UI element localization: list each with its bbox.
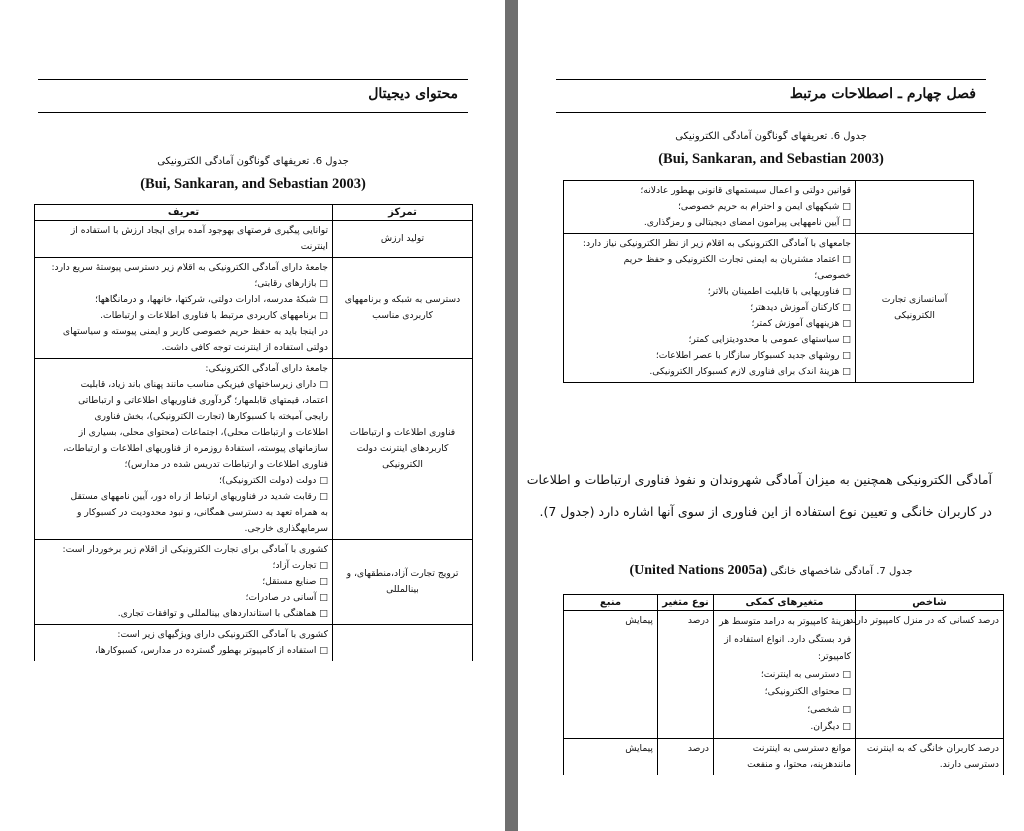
definition-line: □ شبکهٔ مدرسه، ادارات دولتی، شرکتها، خانهها، و درمانگاهها؛ [95, 294, 328, 305]
row-focus: فناوری اطلاعات و ارتباطات کاربردهای اینترنت دولت الکترونیکی [333, 359, 473, 540]
row-focus: آسانسازی تجارت الکترونیکی [856, 234, 974, 383]
table-row [35, 258, 473, 359]
definition-line: اطلاعات و ارتباطات محلی)، اجتماعات (محتوای محلی، بسیاری از [78, 427, 328, 438]
column-header-indicator: شاخص [856, 595, 1004, 611]
definition-line: □ استفاده از کامپیوتر بهطور گسترده در مدارس، کسبوکارها، [95, 645, 328, 656]
aux-line: □ دسترسی به اینترنت؛ [760, 668, 851, 680]
table6-caption: جدول 6. تعریفهای گوناگون آمادگی الکترونیکی [157, 156, 349, 167]
page-gutter [505, 0, 518, 831]
column-header-aux: متغیرهای کمکی [714, 595, 856, 611]
definition-line: □ دولت (دولت الکترونیکی)؛ [219, 475, 328, 486]
definition-line: □ بازارهای رقابتی؛ [254, 278, 328, 289]
row-focus [333, 625, 473, 662]
definition-line: □ روشهای جدید کسبوکار سازگار با عصر اطلاعات؛ [655, 350, 851, 361]
aux-line: هزینهٔ کامپیوتر به درامد متوسط هر [719, 616, 851, 627]
definition-line: اعتماد، قیمتهای قابلمهار؛ گردآوری فناوریهای اطلاعاتی و ارتباطاتی [78, 395, 328, 406]
aux-line: موانع دسترسی به اینترنت [752, 742, 851, 754]
indicator-line: درصد کاربران خانگی که به اینترنت [866, 742, 999, 754]
table-row [35, 359, 473, 540]
definition-line: □ شبکههای ایمن و احترام به حریم خصوصی؛ [678, 201, 851, 212]
indicator-line: دسترسی دارند. [939, 758, 999, 770]
definition-line: □ برنامههای کاربردی مرتبط با فناوری اطلاعات و ارتباطات. [100, 310, 328, 321]
definition-line: در اینجا باید به حفظ حریم خصوصی کاربر و ایمنی پیوسته و سیاستهای [62, 326, 328, 337]
definition-line: □ اعتماد مشتریان به ایمنی تجارت الکترونیکی و حفظ حریم [623, 254, 851, 265]
table-row [564, 611, 1004, 739]
table6-continued [563, 180, 974, 383]
definition-line: خصوصی؛ [814, 270, 851, 281]
source-cell: پیمایش [564, 611, 658, 739]
definition-line: □ آیین نامههایی پیرامون امضای دیجیتالی و رمزگذاری. [643, 217, 851, 228]
definition-line: □ سیاستهای عمومی با محدودیتزایی کمتر؛ [688, 334, 851, 345]
table6-left [34, 204, 473, 661]
paragraph-line: در کاربران خانگی و تعیین نوع استفاده از این فناوری از سوی آنها اشاره دارد (جدول 7). [539, 504, 992, 519]
aux-line: کامپیوتر: [817, 651, 851, 662]
definition-line: □ آسانی در صادرات؛ [245, 592, 328, 603]
table7-header-row [564, 595, 1004, 611]
column-header-source: منبع [564, 595, 658, 611]
definition-line: به همراه تعهد به دسترسی همگانی، و نبود محدودیت در کسبوکار و [77, 507, 328, 518]
definition-line: کشوری با آمادگی برای تجارت الکترونیکی از اقلام زیر برخوردار است: [62, 544, 328, 555]
row-focus: دسترسی به شبکه و برنامههای کاربردی مناسب [333, 258, 473, 359]
definition-line: □ کارکنان آموزش دیدهتر؛ [750, 302, 851, 313]
definition-line: □ هماهنگی با استانداردهای بینالمللی و توافقات تجاری. [117, 608, 328, 619]
table-row [564, 738, 1004, 775]
right-page-header: فصل چهارم ـ اصطلاحات مرتبط [556, 79, 986, 113]
row-focus: ترویج تجارت آزاد،منطقهای، و بینالمللی [333, 540, 473, 625]
row-definition [564, 181, 856, 234]
table6-continued-caption: جدول 6. تعریفهای گوناگون آمادگی الکترونیکی [675, 131, 867, 142]
type-cell: درصد [658, 611, 714, 739]
definition-line: توانایی پیگیری فرصتهای بهوجود آمده برای ایجاد ارزش با استفاده از [70, 225, 328, 236]
indicator-line: درصد کسانی که در منزل کامپیوتر دارند. [846, 615, 999, 626]
row-definition [35, 359, 333, 540]
definition-line: فناوری اطلاعات و ارتباطات تدریس شده در مدارس)؛ [124, 459, 328, 470]
row-focus: تولید ارزش [333, 221, 473, 258]
row-definition [564, 234, 856, 383]
definition-line: □ دارای زیرساختهای فیزیکی مناسب مانند پهنای باند زیاد، قابلیت [80, 379, 328, 390]
definition-line: □ فناوریهایی با قابلیت اطمینان بالاتر؛ [707, 286, 851, 297]
table6-continued-caption-source: (Bui, Sankaran, and Sebastian 2003) [658, 151, 884, 167]
aux-line: □ دیگران. [810, 721, 851, 732]
definition-line: جامعهٔ دارای آمادگی الکترونیکی به اقلام زیر دسترسی پیوستهٔ سریع دارد: [51, 262, 328, 273]
table7-caption-source: (United Nations 2005a) [629, 563, 768, 578]
definition-line: جامعهای با آمادگی الکترونیکی به اقلام زیر از نظر الکترونیکی نیاز دارد: [582, 238, 851, 249]
left-page [0, 0, 505, 831]
definition-line: □ هزینههای آموزش کمتر؛ [751, 318, 851, 329]
definition-line: دولتی استفاده از اینترنت توجه کافی داشت. [161, 342, 328, 353]
type-cell: درصد [658, 738, 714, 775]
aux-cell [714, 611, 856, 739]
table-row [564, 234, 974, 383]
definition-line: □ رقابت شدید در فناوریهای ارتباط از راه دور، آیین نامههای مستقل [70, 491, 328, 502]
row-definition [35, 625, 333, 662]
definition-line: رایجی آمیخته با کسبوکارها (تجارت الکترونیکی)، بخش فناوری [94, 411, 328, 422]
source-cell: پیمایش [564, 738, 658, 775]
right-page [518, 0, 1024, 831]
aux-cell [714, 738, 856, 775]
column-header-type: نوع متغیر [658, 595, 714, 611]
column-header-definition: تعریف [35, 205, 333, 221]
table-row [35, 540, 473, 625]
table6-caption-source: (Bui, Sankaran, and Sebastian 2003) [140, 176, 366, 192]
row-definition [35, 258, 333, 359]
aux-line: □ محتوای الکترونیکی؛ [764, 686, 851, 697]
column-header-focus: تمرکز [333, 205, 473, 221]
table7 [563, 594, 1004, 775]
definition-line: □ تجارت آزاد؛ [272, 560, 328, 571]
left-page-header: محتوای دیجیتال [38, 79, 468, 113]
definition-line: سازمانهای پیوسته، استفادهٔ روزمره از فناوریهای اطلاعات و ارتباطات، [63, 443, 328, 454]
definition-line: جامعهٔ دارای آمادگی الکترونیکی: [205, 363, 328, 374]
row-focus [856, 181, 974, 234]
table-row [35, 625, 473, 662]
indicator-cell [846, 611, 1004, 739]
table7-caption-title: جدول 7. آمادگی شاخصهای خانگی [770, 566, 913, 577]
definition-line: سرمایهگذاری خارجی. [244, 523, 328, 534]
row-definition [35, 540, 333, 625]
definition-line: □ صنایع مستقل؛ [262, 576, 328, 587]
aux-line: □ شخصی؛ [807, 703, 851, 715]
table-row [35, 221, 473, 258]
row-definition [35, 221, 333, 258]
aux-line: فرد بستگی دارد. انواع استفاده از [724, 633, 851, 645]
paragraph-line: آمادگی الکترونیکی همچنین به میزان آمادگی شهروندان و نفوذ فناوری ارتباطات و اطلاعات [526, 472, 992, 487]
definition-line: کشوری با آمادگی الکترونیکی دارای ویژگیهای زیر است: [117, 629, 328, 640]
table-row [564, 181, 974, 234]
table7-caption [556, 563, 986, 579]
aux-line: مانندهزینه، محتوا، و منفعت [747, 758, 851, 770]
body-paragraph [526, 464, 992, 528]
indicator-cell [856, 738, 1004, 775]
definition-line: □ هزینهٔ اندک برای فناوری لازم کسبوکار الکترونیکی. [649, 366, 851, 377]
definition-line: قوانین دولتی و اعمال سیستمهای قانونی بهطور عادلانه؛ [640, 185, 851, 196]
table6-header-row [35, 205, 473, 221]
definition-line: اینترنت [300, 241, 328, 252]
